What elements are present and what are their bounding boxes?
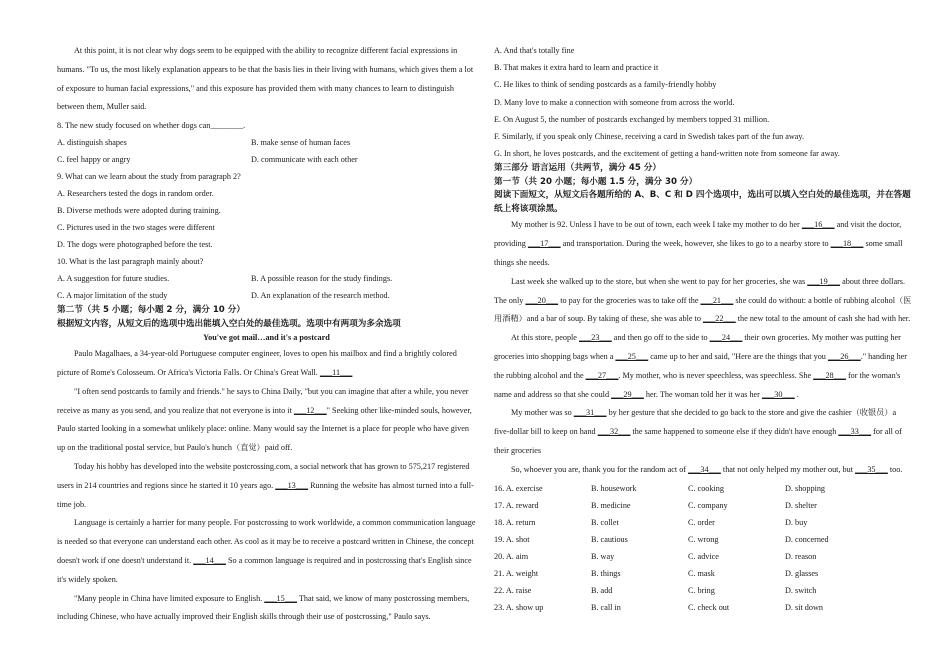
- q8-option-b: B. make sense of human faces: [251, 138, 351, 148]
- blank-16: ___16___: [801, 220, 835, 230]
- p3-text-b: Running the website has almost turned into a full-time job.: [57, 480, 474, 509]
- answer-row-17: [494, 497, 913, 514]
- c1-text-3: and transportation. During the week, however, she likes to go to a nearby store to: [562, 239, 829, 249]
- opt-19-c: C. wrong: [688, 534, 719, 544]
- opt-21-d: D. glasses: [785, 569, 819, 579]
- blank-34: ___34___: [688, 464, 721, 474]
- c3-text-5: ." handing her the rubbing alcohol and the: [494, 352, 908, 380]
- answer-row-16: [494, 480, 913, 497]
- c3-text-9: .: [796, 389, 799, 399]
- question-10: 10. What is the last paragraph mainly about?: [57, 257, 204, 267]
- passage-paragraph-5: [57, 590, 476, 628]
- passage-paragraph-2: [57, 383, 476, 458]
- question-8-options-row1: [57, 134, 476, 151]
- q8-option-d: D. communicate with each other: [251, 155, 358, 165]
- section1-heading: 第一节（共 20 小题；每小题 1.5 分，满分 30 分）: [494, 176, 698, 187]
- c2-text-1: Last week she walked up to the store, but when she went to pay for her groceries, she was: [511, 276, 806, 286]
- opt-23-d: D. sit down: [785, 603, 823, 613]
- opt-22-b: B. add: [591, 586, 613, 596]
- opt-17-c: C. company: [688, 500, 728, 510]
- answer-row-23: [494, 599, 913, 616]
- blank-26: ___26___: [827, 352, 861, 361]
- blank-15: ___15___: [264, 593, 298, 603]
- opt-18-d: D. buy: [785, 517, 808, 527]
- answer-row-20: [494, 548, 913, 565]
- q8-option-a: A. distinguish shapes: [57, 138, 127, 148]
- opt-19-d: D. concerned: [785, 534, 829, 544]
- opt-19-b: B. cautious: [591, 534, 628, 544]
- p4-text-b: So a common language is required and in postcrossing that's English since it's widely spoken.: [57, 555, 472, 584]
- blank-11: ___11___: [319, 367, 353, 377]
- blank-14: ___14___: [193, 555, 226, 565]
- p5-text-a: "Many people in China have limited exposure to English.: [74, 593, 263, 603]
- choice-g: G. In short, he loves postcards, and the excitement of getting a hand-written note from someone far away.: [494, 149, 840, 159]
- cloze-paragraph-1: [494, 216, 913, 272]
- question-9: 9. What can we learn about the study from paragraph 2?: [57, 172, 241, 182]
- p4-text-a: Language is certainly a harrier for many people. For postcrossing to work worldwide, a common communication language is needed so that everyone can understand each other. As cool as it may be to receive a postcard written in Chinese, the concept doesn't work if one doesn't understand it.: [57, 518, 476, 565]
- choice-f: F. Similarly, if you speak only Chinese, receiving a card in Swedish takes part of the fun away.: [494, 132, 805, 142]
- blank-29: ___29___: [611, 389, 644, 399]
- p2-text-b: " Seeking other like-minded souls, however, Paulo started looking in a somewhat unlikely place: online. Many would say the Internet is a place for people who have given up on the traditional postal service, but Paulo's hunch（直觉）paid off.: [57, 405, 472, 453]
- opt-22-c: C. bring: [688, 586, 715, 596]
- q10-option-d: D. An explanation of the research method.: [251, 291, 390, 301]
- question-8-options-row2: [57, 151, 476, 168]
- q8-option-c: C. feel happy or angry: [57, 155, 131, 165]
- choice-b: B. That makes it extra hard to learn and practice it: [494, 63, 659, 73]
- p1-text: Paulo Magalhaes, a 34-year-old Portuguese computer engineer, loves to open his mailbox and find a brightly colored picture of Rome's Colosseum. Or Africa's Victoria Falls. Or China's Great Wall.: [57, 349, 457, 377]
- c1-text-4: some small things she needs.: [494, 239, 903, 268]
- blank-32: ___32___: [597, 427, 631, 437]
- cloze-paragraph-3: [494, 329, 913, 404]
- q9-option-a: A. Researchers tested the dogs in random order.: [57, 189, 214, 199]
- question-8: 8. The new study focused on whether dogs can________.: [57, 121, 246, 131]
- blank-20: ___20___: [525, 295, 559, 305]
- cloze-paragraph-5: [494, 461, 913, 480]
- blank-19: ___19___: [807, 276, 841, 286]
- opt-19-a: 19. A. shot: [494, 534, 530, 544]
- c3-text-8: her. The woman told her it was her: [645, 389, 760, 399]
- blank-30: ___30___: [761, 389, 795, 399]
- opt-21-b: B. things: [591, 569, 621, 579]
- q9-option-d: D. The dogs were photographed before the test.: [57, 240, 213, 250]
- choice-e: E. On August 5, the number of postcards exchanged by members topped 31 million.: [494, 114, 770, 124]
- c3-text-4: came up to her and said, "Here are the things that you: [650, 352, 826, 361]
- opt-20-d: D. reason: [785, 551, 817, 561]
- blank-28: ___28___: [813, 370, 846, 380]
- opt-23-b: B. call in: [591, 603, 621, 613]
- blank-23: ___23___: [579, 333, 612, 343]
- answer-row-18: [494, 514, 913, 531]
- p5-text-b: That said, we know of many postcrossing members, including Chinese, who have actually improved their English skills through their use of postcrossing," Paulo says.: [57, 593, 470, 622]
- c2-text-3: to pay for the groceries was to take off the: [560, 295, 699, 305]
- opt-17-d: D. shelter: [785, 500, 817, 510]
- opt-23-a: 23. A. show up: [494, 603, 544, 613]
- opt-16-d: D. shopping: [785, 483, 826, 493]
- blank-22: ___22___: [702, 314, 736, 324]
- opt-17-b: B. medicine: [591, 500, 631, 510]
- choice-c: C. He likes to think of sending postcards as a family-friendly hobby: [494, 80, 717, 90]
- c3-text-3: their own groceries. My mother was putting her groceries into shopping bags when a: [494, 333, 901, 361]
- opt-16-b: B. housework: [591, 483, 637, 493]
- q9-option-c: C. Pictures used in the two stages were different: [57, 223, 215, 233]
- opt-21-a: 21. A. weight: [494, 569, 539, 579]
- section2-heading: 第二节（共 5 小题；每小题 2 分，满分 10 分）: [57, 305, 245, 316]
- blank-18: ___18___: [830, 239, 864, 249]
- section1-instructions: 阅读下面短文，从短文后各题所给的 A、B、C 和 D 四个选项中，选出可以填入空白处的最佳选项，并在答题纸上将该项涂黑。: [494, 190, 911, 214]
- passage-paragraph-4: [57, 514, 476, 589]
- answer-row-21: [494, 565, 913, 582]
- choice-a: A. And that's totally fine: [494, 46, 575, 55]
- left-column: [57, 42, 476, 627]
- c5-text-3: too.: [889, 464, 903, 474]
- intro-paragraph: At this point, it is not clear why dogs seem to be equipped with the ability to recognize different facial expressions in humans. "To us, the most likely explanation appears to be that the basis lies in their living with humans, which gives them a lot of exposure to human facial expressions," and this exposure has provided them with many chances to learn to distinguish between them, Muller said.: [57, 46, 474, 112]
- choice-d: D. Many love to make a connection with someone from across the world.: [494, 97, 735, 107]
- c1-text-2: and visit the doctor, providing: [494, 220, 902, 249]
- c3-text-6: . My mother, who is never speechless, was speechless. She: [618, 370, 812, 380]
- opt-20-c: C. advice: [688, 551, 719, 561]
- opt-16-c: C. cooking: [688, 483, 724, 493]
- cloze-paragraph-2: [494, 273, 913, 329]
- blank-31: ___31___: [573, 408, 607, 418]
- part3-heading: 第三部分 语言运用（共两节，满分 45 分）: [494, 163, 662, 174]
- right-column: [494, 42, 913, 616]
- opt-20-a: 20. A. aim: [494, 551, 529, 561]
- q10-option-a: A. A suggestion for future studies.: [57, 274, 170, 284]
- blank-25: ___25___: [615, 352, 649, 361]
- opt-20-b: B. way: [591, 551, 615, 561]
- blank-13: ___13___: [275, 480, 309, 490]
- c5-text-2: that not only helped my mother out, but: [722, 464, 853, 474]
- passage-paragraph-3: [57, 458, 476, 514]
- blank-12: ___12___: [293, 405, 327, 415]
- blank-27: ___27___: [585, 370, 619, 380]
- c2-text-5: the new total to the amount of cash she had with her.: [737, 314, 911, 324]
- section2-instructions: 根据短文内容，从短文后的选项中选出能填入空白处的最佳选项。选项中有两项为多余选项: [57, 318, 401, 329]
- c4-text-1: My mother was so: [511, 408, 572, 418]
- opt-21-c: C. mask: [688, 569, 715, 579]
- c1-text-1: My mother is 92. Unless I have to be out of town, each week I take my mother to do her: [511, 220, 800, 230]
- c2-text-2: about three dollars. The only: [494, 276, 906, 305]
- q10-option-c: C. A major limitation of the study: [57, 291, 168, 301]
- c4-text-3: the same happened to someone else if they didn't have enough: [632, 427, 837, 437]
- q9-option-b: B. Diverse methods were adopted during training.: [57, 206, 221, 216]
- opt-18-a: 18. A. return: [494, 517, 536, 527]
- opt-22-a: 22. A. raise: [494, 586, 532, 596]
- q10-option-b: B. A possible reason for the study findings.: [251, 274, 393, 284]
- passage-title: You've got mail…and it's a postcard: [203, 333, 330, 343]
- c4-text-4: for all of their groceries: [494, 427, 902, 455]
- question-10-options-row1: [57, 270, 476, 287]
- answer-row-19: [494, 531, 913, 548]
- p2-text-a: "I often send postcards to family and friends." he says to China Daily, "but you can imagine that after a while, you never receive as many as you send, and you realize that not everyone is into it: [57, 386, 469, 415]
- c4-text-2: by her gesture that she decided to go back to the store and give the cashier（收银员）a five-dollar bill to keep on hand: [494, 408, 897, 437]
- p3-text-a: Today his hobby has developed into the website postcrossing.com, a social network that has grown to 575,217 registered users in 214 countries and regions since he started it 10 years ago.: [57, 461, 470, 490]
- cloze-paragraph-4: [494, 404, 913, 460]
- opt-23-c: C. check out: [688, 603, 730, 613]
- blank-21: ___21___: [700, 295, 734, 305]
- opt-17-a: 17. A. reward: [494, 500, 539, 510]
- answer-row-22: [494, 582, 913, 599]
- question-10-options-row2: [57, 287, 476, 304]
- c3-text-7: for the woman's name and address so that she could: [494, 370, 901, 399]
- c3-text-2: and then go off to the side to: [613, 333, 708, 343]
- answer-options: [494, 480, 913, 617]
- opt-18-c: C. order: [688, 517, 715, 527]
- opt-18-b: B. collet: [591, 517, 619, 527]
- blank-35: ___35___: [855, 464, 888, 474]
- c5-text-1: So, whoever you are, thank you for the random act of: [511, 464, 687, 474]
- c3-text-1: At this store, people: [511, 333, 577, 343]
- blank-33: ___33___: [838, 427, 872, 437]
- blank-17: ___17___: [527, 239, 561, 249]
- passage-paragraph-1: [57, 345, 476, 383]
- opt-22-d: D. switch: [785, 586, 817, 596]
- c2-text-4: she could do without: a bottle of rubbing alcohol（医用酒精）and a bar of soup. By taking of these, she was able to: [494, 295, 912, 324]
- blank-24: ___24___: [709, 333, 743, 343]
- opt-16-a: 16. A. exercise: [494, 483, 543, 493]
